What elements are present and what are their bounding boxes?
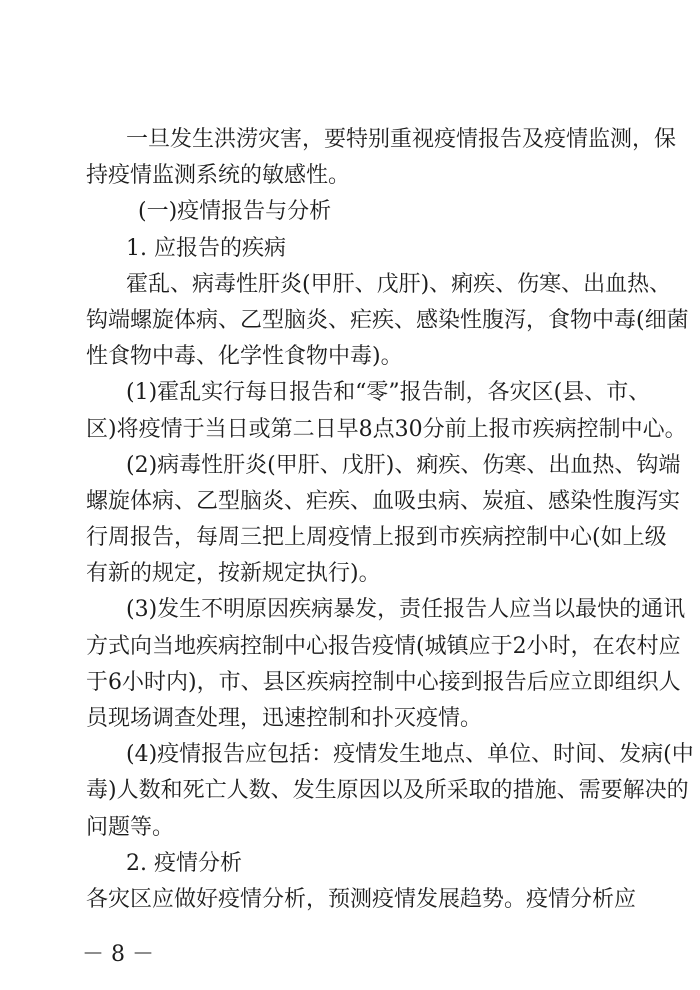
- paragraph-line-14: (3)发生不明原因疾病暴发，责任报告人应当以最快的通讯: [126, 597, 686, 622]
- paragraph-line-19: 毒)人数和死亡人数、发生原因以及所采取的措施、需要解决的: [86, 778, 689, 803]
- subsection-heading-2: 2. 疫情分析: [126, 851, 242, 876]
- page-number: － 8 －: [82, 942, 154, 967]
- paragraph-line-7: 性食物中毒、化学性食物中毒)。: [86, 344, 403, 369]
- paragraph-line-16: 于6小时内)，市、县区疾病控制中心接到报告后应立即组织人: [86, 670, 681, 695]
- paragraph-line-22: 各灾区应做好疫情分析，预测疫情发展趋势。疫情分析应: [86, 887, 637, 912]
- paragraph-line-6: 钩端螺旋体病、乙型脑炎、疟疾、感染性腹泻，食物中毒(细菌: [86, 308, 689, 333]
- paragraph-line-10: (2)病毒性肝炎(甲肝、戊肝)、痢疾、伤寒、出血热、钩端: [126, 453, 681, 478]
- paragraph-line-20: 问题等。: [86, 815, 175, 840]
- paragraph-line-5: 霍乱、病毒性肝炎(甲肝、戊肝)、痢疾、伤寒、出血热、: [126, 272, 672, 297]
- paragraph-line-15: 方式向当地疾病控制中心报告疫情(城镇应于2小时，在农村应: [86, 634, 681, 659]
- subsection-heading-1: 1. 应报告的疾病: [126, 236, 286, 261]
- paragraph-line-9: 区)将疫情于当日或第二日早8点30分前上报市疾病控制中心。: [86, 417, 687, 442]
- section-heading: (一)疫情报告与分析: [138, 199, 332, 224]
- paragraph-line-13: 有新的规定，按新规定执行)。: [86, 561, 381, 586]
- paragraph-line-17: 员现场调查处理，迅速控制和扑灭疫情。: [86, 706, 483, 731]
- paragraph-line-2: 持疫情监测系统的敏感性。: [86, 163, 351, 188]
- paragraph-line-12: 行周报告，每周三把上周疫情上报到市疾病控制中心(如上级: [86, 525, 667, 550]
- paragraph-line-18: (4)疫情报告应包括：疫情发生地点、单位、时间、发病(中: [126, 742, 694, 767]
- paragraph-line-11: 螺旋体病、乙型脑炎、疟疾、血吸虫病、炭疽、感染性腹泻实: [86, 489, 681, 514]
- paragraph-line-8: (1)霍乱实行每日报告和“零”报告制，各灾区(县、市、: [126, 380, 651, 405]
- paragraph-line-1: 一旦发生洪涝灾害，要特别重视疫情报告及疫情监测，保: [126, 127, 677, 152]
